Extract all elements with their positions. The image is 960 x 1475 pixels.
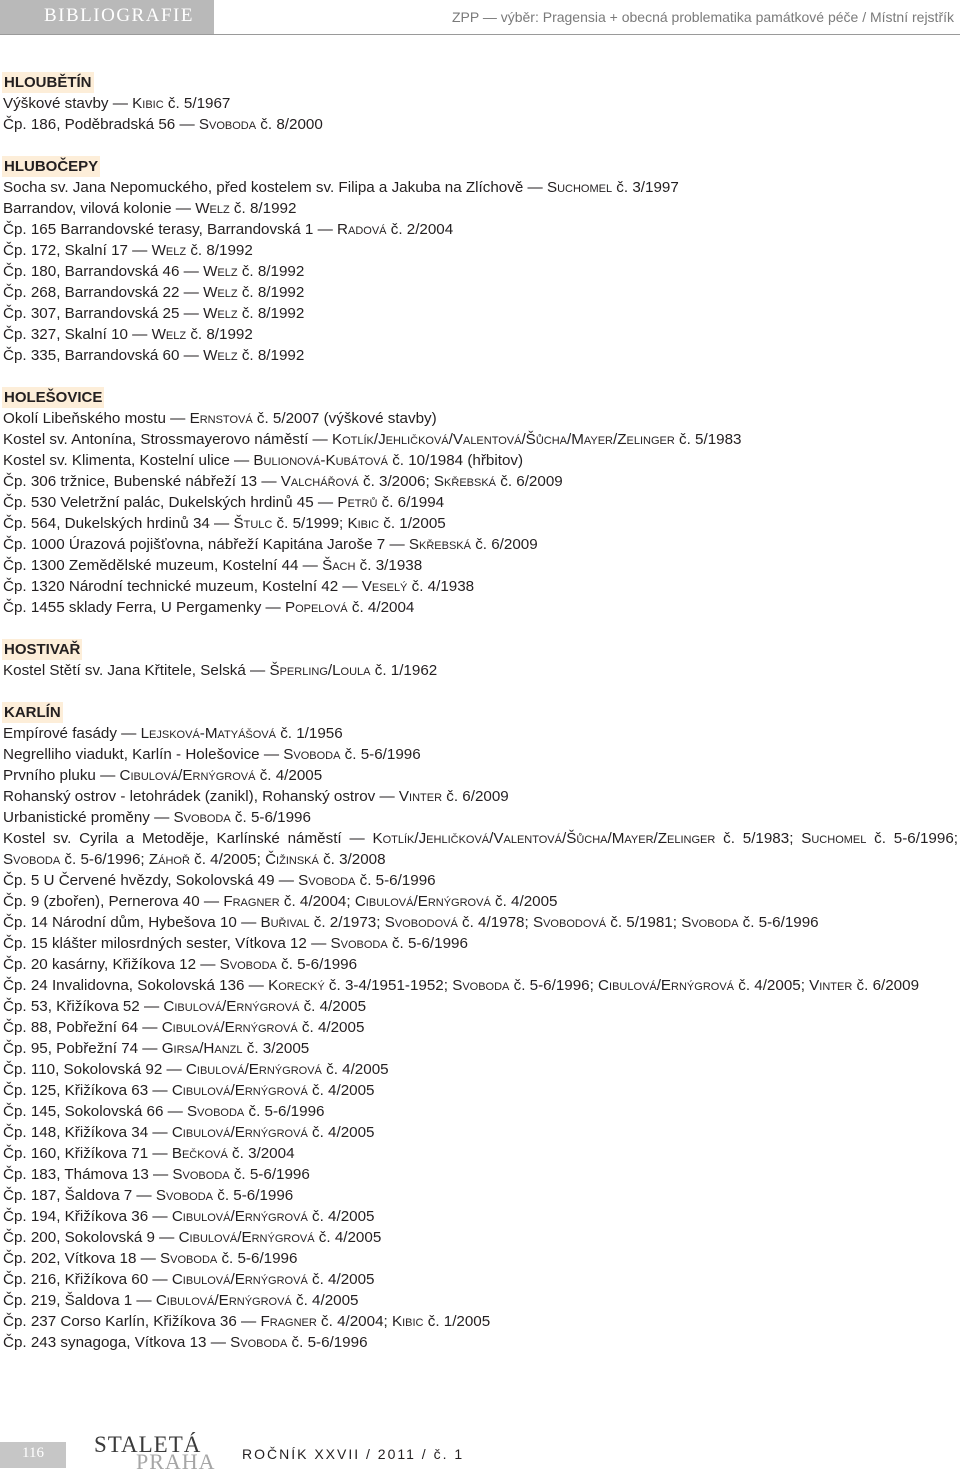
entry-text: Čp. 219, Šaldova 1 — xyxy=(3,1292,156,1309)
entry-text: č. 4/2005 xyxy=(321,1061,389,1078)
entry-text: Urbanistické proměny — xyxy=(3,809,174,826)
author-name: Valchářová xyxy=(280,473,359,490)
entry-text: č. 5-6/1996; xyxy=(60,851,149,868)
entry-text: Čp. 160, Křižíkova 71 — xyxy=(3,1145,172,1162)
index-entry xyxy=(3,93,958,114)
entry-text: č. 8/1992 xyxy=(237,284,305,301)
author-name: Čižinská xyxy=(265,851,319,868)
entry-text: Kostel sv. Cyrila a Metoděje, Karlínské náměstí — xyxy=(3,830,373,847)
entry-text: č. 6/1994 xyxy=(377,494,445,511)
index-entry xyxy=(3,345,958,366)
index-entry xyxy=(3,1017,958,1038)
index-entry xyxy=(3,975,958,996)
index-entry xyxy=(3,513,958,534)
index-entry xyxy=(3,807,958,828)
entry-text: Čp. 200, Sokolovská 9 — xyxy=(3,1229,179,1246)
author-name: Svoboda xyxy=(452,977,510,994)
entry-text: Čp. 327, Skalní 10 — xyxy=(3,326,152,343)
author-name: Cibulová/Ernýgrová xyxy=(598,977,735,994)
author-name: Kotlík/Jehličková/Valentová/Šůcha/Mayer/Zelinger xyxy=(331,431,675,448)
author-name: Cibulová/Ernýgrová xyxy=(171,1124,308,1141)
index-entry xyxy=(3,240,958,261)
entry-text: č. 4/2005 xyxy=(314,1229,382,1246)
entry-text: Čp. 172, Skalní 17 — xyxy=(3,242,152,259)
entry-text: Čp. 165 Barrandovské terasy, Barrandovská 1 — xyxy=(3,221,338,238)
page-number: 116 xyxy=(22,1445,44,1461)
author-name: Petrů xyxy=(337,494,378,511)
author-name: Veselý xyxy=(361,578,408,595)
author-name: Bečková xyxy=(171,1145,228,1162)
entry-text: č. 8/1992 xyxy=(237,305,305,322)
entry-text: Čp. 9 (zbořen), Pernerova 40 — xyxy=(3,893,224,910)
entry-text: č. 1/2005 xyxy=(423,1313,491,1330)
index-section xyxy=(3,702,958,1353)
entry-text: č. 5/1983; xyxy=(715,830,802,847)
index-entry xyxy=(3,1185,958,1206)
author-name: Kibic xyxy=(391,1313,424,1330)
section-heading: KARLÍN xyxy=(4,704,61,721)
entry-text: č. 6/2009 xyxy=(852,977,920,994)
index-section xyxy=(3,639,958,681)
index-entry xyxy=(3,912,958,933)
entry-text: Rohanský ostrov - letohrádek (zanikl), Rohanský ostrov — xyxy=(3,788,399,805)
index-entry xyxy=(3,1143,958,1164)
section-heading: HLUBOČEPY xyxy=(4,158,99,175)
index-entry xyxy=(3,471,958,492)
author-name: Bulionová-Kubátová xyxy=(253,452,388,469)
entry-text: Čp. 307, Barrandovská 25 — xyxy=(3,305,204,322)
entry-text: Negrelliho viadukt, Karlín - Holešovice — xyxy=(3,746,284,763)
index-entry xyxy=(3,1122,958,1143)
issue-label: ROČNÍK XXVII / 2011 / č. 1 xyxy=(242,1446,465,1462)
entry-text: č. 5/1983 xyxy=(674,431,742,448)
logo-line-2: PRAHA xyxy=(136,1449,216,1474)
author-name: Welz xyxy=(203,263,238,280)
author-name: Suchomel xyxy=(801,830,867,847)
entry-text: č. 4/2004; xyxy=(316,1313,392,1330)
entry-text: Čp. 88, Pobřežní 64 — xyxy=(3,1019,162,1036)
entry-text: č. 4/2005 xyxy=(307,1082,375,1099)
entry-text: č. 5-6/1996 xyxy=(340,746,421,763)
entry-text: č. 4/2005 xyxy=(255,767,323,784)
entry-text: Čp. 1300 Zemědělské muzeum, Kostelní 44 — xyxy=(3,557,323,574)
index-entry xyxy=(3,429,958,450)
entry-text: Kostel sv. Klimenta, Kostelní ulice — xyxy=(3,452,254,469)
logo-line-1: STALETÁ xyxy=(94,1432,202,1457)
staleta-praha-logo xyxy=(94,1432,224,1472)
entry-text: č. 6/2009 xyxy=(442,788,509,805)
index-entry xyxy=(3,870,958,891)
entry-text: Čp. 14 Národní dům, Hybešova 10 — xyxy=(3,914,261,931)
index-entry xyxy=(3,1290,958,1311)
author-name: Svoboda xyxy=(283,746,341,763)
entry-text: č. 4/2005 xyxy=(297,1019,365,1036)
entry-text: č. 5-6/1996 xyxy=(387,935,468,952)
entry-text: Čp. 268, Barrandovská 22 — xyxy=(3,284,204,301)
index-entry xyxy=(3,1101,958,1122)
entry-text: č. 5-6/1996 xyxy=(355,872,436,889)
entry-text: č. 5-6/1996 xyxy=(229,1166,310,1183)
entry-text: Čp. 110, Sokolovská 92 — xyxy=(3,1061,186,1078)
author-name: Kibic xyxy=(347,515,380,532)
section-heading: HLOUBĚTÍN xyxy=(4,74,92,91)
author-name: Girsa/Hanzl xyxy=(161,1040,243,1057)
index-entry xyxy=(3,114,958,135)
author-name: Vinter xyxy=(398,788,443,805)
entry-text: č. 1/1956 xyxy=(275,725,343,742)
index-entry xyxy=(3,555,958,576)
index-entry xyxy=(3,765,958,786)
entry-text: č. 8/1992 xyxy=(229,200,297,217)
entry-text: č. 5/2007 (výškové stavby) xyxy=(252,410,437,427)
entry-text: Čp. 530 Veletržní palác, Dukelských hrdinů 45 — xyxy=(3,494,338,511)
entry-text: Čp. 1455 sklady Ferra, U Pergamenky — xyxy=(3,599,285,616)
entry-text: Čp. 243 synagoga, Vítkova 13 — xyxy=(3,1334,231,1351)
section-heading: HOLEŠOVICE xyxy=(4,389,103,406)
entry-text: Okolí Libeňského mostu — xyxy=(3,410,190,427)
entry-text: Čp. 216, Křižíkova 60 — xyxy=(3,1271,172,1288)
author-name: Welz xyxy=(151,326,187,343)
section-label: BIBLIOGRAFIE xyxy=(44,5,194,26)
entry-text: č. 4/2005; xyxy=(189,851,266,868)
entry-text: Čp. 194, Křižíkova 36 — xyxy=(3,1208,172,1225)
page-number-box xyxy=(0,1442,66,1468)
index-section xyxy=(3,72,958,135)
entry-text: č. 1/2005 xyxy=(379,515,446,532)
entry-text: č. 5/1981; xyxy=(606,914,682,931)
author-name: Svoboda xyxy=(330,935,388,952)
entry-text: č. 4/2004; xyxy=(279,893,355,910)
author-name: Svoboda xyxy=(160,1250,218,1267)
author-name: Štulc xyxy=(233,515,273,532)
entry-text: č. 4/2005 xyxy=(307,1124,375,1141)
section-label-band xyxy=(0,0,214,34)
index-entry xyxy=(3,828,958,870)
entry-text: č. 5-6/1996 xyxy=(217,1250,298,1267)
entry-text: Čp. 180, Barrandovská 46 — xyxy=(3,263,204,280)
index-entry xyxy=(3,660,958,681)
author-name: Cibulová/Ernýgrová xyxy=(171,1082,308,1099)
entry-text: č. 3-4/1951-1952; xyxy=(324,977,453,994)
author-name: Popelová xyxy=(284,599,348,616)
entry-text: Socha sv. Jana Nepomuckého, před kostelem sv. Filipa a Jakuba na Zlíchově — xyxy=(3,179,547,196)
index-entry xyxy=(3,177,958,198)
author-name: Ernstová xyxy=(189,410,253,427)
index-entry xyxy=(3,576,958,597)
entry-text: č. 5/1967 xyxy=(163,95,231,112)
author-name: Cibulová/Ernýgrová xyxy=(354,893,491,910)
author-name: Svoboda xyxy=(230,1334,288,1351)
entry-text: č. 8/2000 xyxy=(256,116,323,133)
author-name: Svoboda xyxy=(172,1166,230,1183)
index-section xyxy=(3,156,958,366)
index-entry xyxy=(3,282,958,303)
author-name: Buřival xyxy=(260,914,310,931)
index-content xyxy=(3,72,958,1374)
index-entry xyxy=(3,1164,958,1185)
entry-text: č. 5-6/1996 xyxy=(230,809,311,826)
entry-text: Čp. 15 klášter milosrdných sester, Vítkova 12 — xyxy=(3,935,331,952)
index-entry xyxy=(3,1311,958,1332)
index-section xyxy=(3,387,958,618)
author-name: Záhoř xyxy=(148,851,190,868)
index-entry xyxy=(3,1038,958,1059)
entry-text: č. 4/2005 xyxy=(291,1292,359,1309)
entry-text: č. 4/2005 xyxy=(299,998,367,1015)
entry-text: Čp. 202, Vítkova 18 — xyxy=(3,1250,161,1267)
author-name: Welz xyxy=(151,242,187,259)
index-entry xyxy=(3,1248,958,1269)
author-name: Cibulová/Ernýgrová xyxy=(161,1019,298,1036)
author-name: Cibulová/Ernýgrová xyxy=(171,1271,308,1288)
author-name: Šperling/Loula xyxy=(269,662,371,679)
entry-text: Výškové stavby — xyxy=(3,95,133,112)
index-entry xyxy=(3,1059,958,1080)
index-entry xyxy=(3,744,958,765)
author-name: Svoboda xyxy=(681,914,739,931)
index-entry xyxy=(3,597,958,618)
index-entry xyxy=(3,198,958,219)
author-name: Fragner xyxy=(223,893,280,910)
author-name: Skřebská xyxy=(408,536,471,553)
index-entry xyxy=(3,933,958,954)
author-name: Svoboda xyxy=(155,1187,214,1204)
author-name: Welz xyxy=(195,200,230,217)
entry-text: Barrandov, vilová kolonie — xyxy=(3,200,196,217)
entry-text: Čp. 187, Šaldova 7 — xyxy=(3,1187,156,1204)
entry-text: č. 4/2004 xyxy=(347,599,415,616)
entry-text: č. 3/2008 xyxy=(318,851,386,868)
entry-text: č. 1/1962 xyxy=(370,662,438,679)
entry-text: č. 5-6/1996; xyxy=(866,830,958,847)
index-entry xyxy=(3,219,958,240)
entry-text: Čp. 5 U Červené hvězdy, Sokolovská 49 — xyxy=(3,872,299,889)
index-entry xyxy=(3,408,958,429)
entry-text: č. 3/2006; xyxy=(358,473,434,490)
entry-text: č. 5-6/1996; xyxy=(509,977,599,994)
entry-text: č. 5-6/1996 xyxy=(213,1187,294,1204)
author-name: Suchomel xyxy=(546,179,613,196)
entry-text: č. 4/2005 xyxy=(307,1208,375,1225)
index-entry xyxy=(3,492,958,513)
entry-text: Prvního pluku — xyxy=(3,767,120,784)
entry-text: Empírové fasády — xyxy=(3,725,141,742)
index-entry xyxy=(3,723,958,744)
author-name: Svoboda xyxy=(298,872,356,889)
author-name: Korecký xyxy=(268,977,325,994)
entry-text: Kostel Stětí sv. Jana Křtitele, Selská — xyxy=(3,662,270,679)
entry-text: Čp. 95, Pobřežní 74 — xyxy=(3,1040,162,1057)
entry-text: Čp. 53, Křižíkova 52 — xyxy=(3,998,164,1015)
author-name: Vinter xyxy=(809,977,853,994)
entry-text: č. 2/1973; xyxy=(309,914,385,931)
index-entry xyxy=(3,450,958,471)
index-entry xyxy=(3,534,958,555)
index-entry xyxy=(3,1080,958,1101)
entry-text: č. 10/1984 (hřbitov) xyxy=(387,452,524,469)
index-entry xyxy=(3,1332,958,1353)
index-entry xyxy=(3,786,958,807)
author-name: Svoboda xyxy=(198,116,257,133)
author-name: Kotlík/Jehličková/Valentová/Šůcha/Mayer/Zelinger xyxy=(372,830,716,847)
entry-text: Čp. 564, Dukelských hrdinů 34 — xyxy=(3,515,234,532)
author-name: Svoboda xyxy=(173,809,231,826)
index-entry xyxy=(3,324,958,345)
entry-text: č. 8/1992 xyxy=(237,347,305,364)
entry-text: Čp. 306 tržnice, Bubenské nábřeží 13 — xyxy=(3,473,281,490)
author-name: Svoboda xyxy=(187,1103,245,1120)
index-entry xyxy=(3,1206,958,1227)
author-name: Cibulová/Ernýgrová xyxy=(185,1061,322,1078)
entry-text: Čp. 186, Poděbradská 56 — xyxy=(3,116,199,133)
author-name: Cibulová/Ernýgrová xyxy=(171,1208,308,1225)
entry-text: č. 5/1999; xyxy=(272,515,348,532)
entry-text: Čp. 24 Invalidovna, Sokolovská 136 — xyxy=(3,977,269,994)
entry-text: č. 3/1938 xyxy=(355,557,423,574)
index-entry xyxy=(3,1227,958,1248)
entry-text: č. 6/2009 xyxy=(496,473,563,490)
index-entry xyxy=(3,303,958,324)
author-name: Cibulová/Ernýgrová xyxy=(119,767,256,784)
author-name: Svobodová xyxy=(532,914,607,931)
entry-text: Čp. 335, Barrandovská 60 — xyxy=(3,347,204,364)
entry-text: č. 3/1997 xyxy=(612,179,679,196)
author-name: Cibulová/Ernýgrová xyxy=(163,998,300,1015)
entry-text: Čp. 1000 Úrazová pojišťovna, nábřeží Kapitána Jaroše 7 — xyxy=(3,536,409,553)
entry-text: č. 2/2004 xyxy=(386,221,454,238)
author-name: Lejsková-Matyášová xyxy=(140,725,276,742)
entry-text: Čp. 237 Corso Karlín, Křižíkova 36 — xyxy=(3,1313,261,1330)
index-entry xyxy=(3,996,958,1017)
entry-text: č. 8/1992 xyxy=(186,326,253,343)
author-name: Šach xyxy=(322,557,356,574)
entry-text: č. 4/1978; xyxy=(457,914,533,931)
author-name: Cibulová/Ernýgrová xyxy=(178,1229,315,1246)
entry-text: č. 5-6/1996 xyxy=(287,1334,368,1351)
author-name: Cibulová/Ernýgrová xyxy=(155,1292,292,1309)
entry-text: č. 3/2005 xyxy=(242,1040,310,1057)
entry-text: Čp. 125, Křižíkova 63 — xyxy=(3,1082,172,1099)
entry-text: Kostel sv. Antonína, Strossmayerovo náměstí — xyxy=(3,431,332,448)
index-entry xyxy=(3,891,958,912)
entry-text: č. 5-6/1996 xyxy=(244,1103,325,1120)
entry-text: č. 8/1992 xyxy=(237,263,305,280)
entry-text: Čp. 20 kasárny, Křižíkova 12 — xyxy=(3,956,220,973)
entry-text: č. 4/2005 xyxy=(307,1271,375,1288)
index-entry xyxy=(3,261,958,282)
entry-text: Čp. 183, Thámova 13 — xyxy=(3,1166,173,1183)
author-name: Fragner xyxy=(260,1313,317,1330)
index-entry xyxy=(3,954,958,975)
entry-text: č. 4/2005; xyxy=(734,977,810,994)
author-name: Welz xyxy=(203,347,238,364)
entry-text: č. 4/1938 xyxy=(407,578,475,595)
entry-text: č. 4/2005 xyxy=(490,893,558,910)
author-name: Svoboda xyxy=(219,956,277,973)
author-name: Skřebská xyxy=(433,473,497,490)
entry-text: č. 8/1992 xyxy=(186,242,253,259)
author-name: Welz xyxy=(203,305,238,322)
section-heading: HOSTIVAŘ xyxy=(4,641,81,658)
entry-text: Čp. 1320 Národní technické muzeum, Kostelní 42 — xyxy=(3,578,362,595)
entry-text: č. 6/2009 xyxy=(470,536,538,553)
author-name: Svobodová xyxy=(384,914,458,931)
author-name: Radová xyxy=(337,221,387,238)
entry-text: č. 3/2004 xyxy=(227,1145,295,1162)
author-name: Welz xyxy=(203,284,238,301)
author-name: Svoboda xyxy=(3,851,61,868)
author-name: Kibic xyxy=(132,95,164,112)
running-header-title: ZPP — výběr: Pragensia + obecná problematika památkové péče / Místní rejstřík xyxy=(451,9,954,25)
entry-text: č. 5-6/1996 xyxy=(738,914,819,931)
index-entry xyxy=(3,1269,958,1290)
entry-text: Čp. 148, Křižíkova 34 — xyxy=(3,1124,172,1141)
entry-text: č. 5-6/1996 xyxy=(276,956,358,973)
entry-text: Čp. 145, Sokolovská 66 — xyxy=(3,1103,188,1120)
header-divider xyxy=(0,34,960,35)
